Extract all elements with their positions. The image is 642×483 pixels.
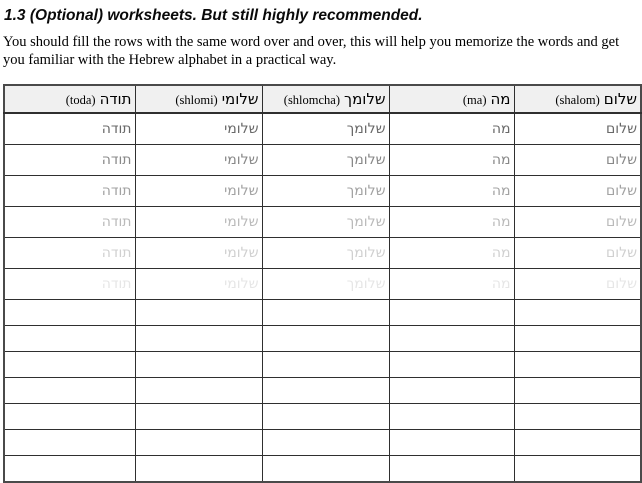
practice-row — [4, 238, 641, 269]
empty-practice-cell — [389, 378, 514, 404]
page-title: 1.3 (Optional) worksheets. But still highly recommended. — [4, 7, 423, 24]
empty-practice-cell — [389, 456, 514, 483]
practice-word-cell: שלום — [514, 113, 641, 145]
intro-paragraph: You should fill the rows with the same word over and over, this will help you memorize the words and get you familiar with the Hebrew alphabet in a practical way. — [3, 34, 620, 68]
empty-practice-cell — [4, 378, 135, 404]
practice-word-cell: שלומך — [262, 269, 389, 300]
empty-practice-cell — [135, 300, 262, 326]
empty-practice-row — [4, 300, 641, 326]
practice-word-cell: תודה — [4, 238, 135, 269]
empty-practice-cell — [4, 326, 135, 352]
worksheet-table-body — [4, 113, 641, 482]
empty-practice-cell — [262, 430, 389, 456]
practice-word-cell: שלום — [514, 176, 641, 207]
practice-word-cell: תודה — [4, 113, 135, 145]
practice-word-cell: מה — [389, 176, 514, 207]
transliteration-label: (shalom) — [555, 92, 600, 107]
practice-word-cell: שלומי — [135, 145, 262, 176]
empty-practice-cell — [262, 404, 389, 430]
hebrew-word-label: שלומך — [344, 89, 386, 108]
practice-word-cell: תודה — [4, 176, 135, 207]
hebrew-word-label: תודה — [99, 89, 132, 108]
hebrew-practice-table — [3, 84, 642, 483]
practice-row — [4, 113, 641, 145]
empty-practice-cell — [262, 456, 389, 483]
column-header-shalom — [514, 85, 641, 113]
empty-practice-cell — [389, 300, 514, 326]
empty-practice-cell — [262, 326, 389, 352]
practice-word-cell: שלום — [514, 207, 641, 238]
column-header-ma — [389, 85, 514, 113]
empty-practice-cell — [389, 326, 514, 352]
transliteration-label: (shlomcha) — [283, 92, 341, 107]
practice-word-cell: מה — [389, 238, 514, 269]
transliteration-label: (toda) — [65, 92, 96, 107]
practice-word-cell: שלומי — [135, 207, 262, 238]
practice-word-cell: שלום — [514, 238, 641, 269]
empty-practice-cell — [389, 352, 514, 378]
practice-word-cell: שלומי — [135, 113, 262, 145]
practice-word-cell: שלומך — [262, 176, 389, 207]
practice-word-cell: תודה — [4, 145, 135, 176]
practice-word-cell: שלומי — [135, 176, 262, 207]
empty-practice-cell — [135, 378, 262, 404]
practice-word-cell: שלומך — [262, 207, 389, 238]
empty-practice-row — [4, 326, 641, 352]
transliteration-label: (shlomi) — [175, 92, 218, 107]
column-header-shlomcha — [262, 85, 389, 113]
empty-practice-cell — [135, 404, 262, 430]
practice-row — [4, 207, 641, 238]
empty-practice-cell — [4, 404, 135, 430]
practice-word-cell: תודה — [4, 269, 135, 300]
empty-practice-cell — [4, 456, 135, 483]
empty-practice-cell — [135, 430, 262, 456]
empty-practice-row — [4, 456, 641, 483]
practice-word-cell: שלומך — [262, 145, 389, 176]
practice-word-cell: שלומי — [135, 238, 262, 269]
practice-row — [4, 176, 641, 207]
header-row — [4, 85, 641, 113]
practice-row — [4, 269, 641, 300]
practice-word-cell: שלומך — [262, 113, 389, 145]
transliteration-label: (ma) — [462, 92, 487, 107]
empty-practice-cell — [514, 378, 641, 404]
empty-practice-cell — [514, 430, 641, 456]
empty-practice-cell — [135, 326, 262, 352]
empty-practice-cell — [389, 430, 514, 456]
empty-practice-cell — [4, 300, 135, 326]
empty-practice-cell — [135, 456, 262, 483]
hebrew-word-label: שלום — [603, 89, 637, 108]
practice-word-cell: שלום — [514, 269, 641, 300]
empty-practice-cell — [262, 378, 389, 404]
empty-practice-row — [4, 352, 641, 378]
practice-word-cell: מה — [389, 113, 514, 145]
empty-practice-cell — [4, 430, 135, 456]
empty-practice-row — [4, 404, 641, 430]
empty-practice-cell — [514, 404, 641, 430]
empty-practice-cell — [514, 456, 641, 483]
practice-word-cell: תודה — [4, 207, 135, 238]
practice-row — [4, 145, 641, 176]
empty-practice-cell — [135, 352, 262, 378]
empty-practice-cell — [514, 326, 641, 352]
practice-word-cell: מה — [389, 269, 514, 300]
empty-practice-cell — [4, 352, 135, 378]
column-header-toda — [4, 85, 135, 113]
empty-practice-cell — [262, 300, 389, 326]
empty-practice-cell — [389, 404, 514, 430]
hebrew-word-label: מה — [490, 89, 511, 108]
practice-word-cell: מה — [389, 207, 514, 238]
practice-word-cell: שלום — [514, 145, 641, 176]
column-header-shlomi — [135, 85, 262, 113]
practice-word-cell: שלומי — [135, 269, 262, 300]
empty-practice-cell — [262, 352, 389, 378]
empty-practice-cell — [514, 300, 641, 326]
empty-practice-cell — [514, 352, 641, 378]
empty-practice-row — [4, 430, 641, 456]
empty-practice-row — [4, 378, 641, 404]
practice-word-cell: שלומך — [262, 238, 389, 269]
hebrew-word-label: שלומי — [221, 89, 259, 108]
practice-word-cell: מה — [389, 145, 514, 176]
